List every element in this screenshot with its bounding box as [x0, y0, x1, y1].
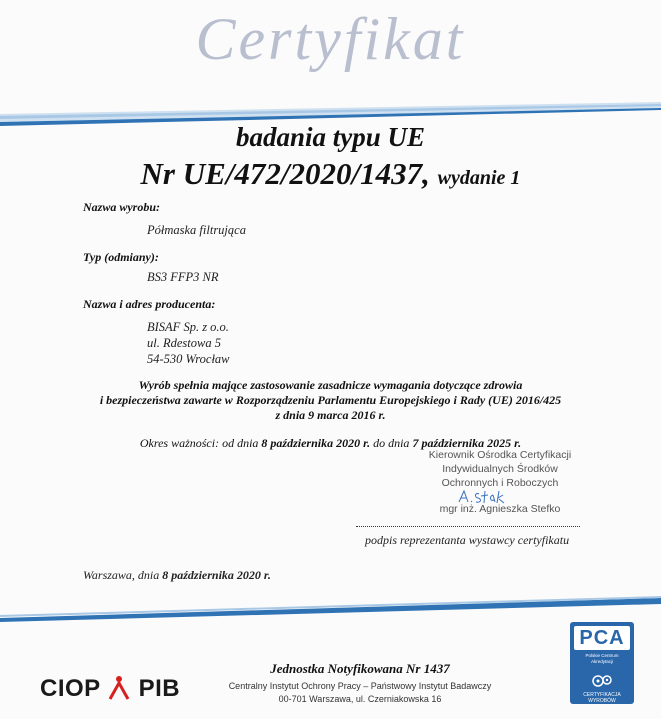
pca-line-2: Akredytacji: [590, 659, 613, 664]
product-name-label: Nazwa wyrobu:: [83, 200, 161, 214]
issue-date: 8 października 2020 r.: [162, 568, 271, 582]
ciop-person-mark: [108, 675, 130, 701]
pca-line-3: CERTYFIKACJA: [583, 692, 621, 698]
institute-address: 00-701 Warszawa, ul. Czerniakowska 16: [278, 694, 442, 704]
certificate-subtitle: badania typu UE: [235, 122, 426, 152]
certificate-title: Certyfikat: [195, 6, 466, 72]
ciop-logo-left: CIOP: [40, 675, 101, 702]
validity-prefix: Okres ważności: od dnia: [139, 436, 259, 450]
institute-name: Centralny Instytut Ochrony Pracy – Państwowy Instytut Badawczy: [228, 681, 492, 691]
stamp-signer: mgr inż. Agnieszka Stefko: [439, 503, 561, 515]
statement-line-2: i bezpieczeństwa zawarte w Rozporządzeniu Parlamentu Europejskiego i Rady (UE) 2016/425: [99, 393, 562, 407]
pca-line-1: Polskie Centrum: [585, 653, 619, 658]
ciop-pib-logo: [40, 675, 180, 703]
validity-from-date: 8 października 2020 r.: [261, 436, 371, 450]
producer-label: Nazwa i adres producenta:: [83, 297, 216, 311]
certificate-edition: wydanie 1: [437, 167, 521, 189]
stamp-line-3: Ochronnych i Roboczych: [441, 477, 559, 489]
certificate-number: [0, 154, 661, 198]
product-type-value: BS3 FFP3 NR: [147, 270, 219, 284]
certificate-number-text: Nr UE/472/2020/1437,: [140, 156, 430, 191]
signature-caption: podpis reprezentanta wystawcy certyfikatu: [365, 533, 570, 547]
producer-line-1: BISAF Sp. z o.o.: [147, 320, 229, 334]
validity-to-date: 7 października 2025 r.: [412, 436, 522, 450]
pca-line-4: WYROBÓW: [588, 698, 616, 704]
pca-letters: PCA: [579, 627, 625, 649]
statement-line-3: z dnia 9 marca 2016 r.: [275, 408, 386, 422]
pca-accreditation-badge: [570, 622, 634, 704]
validity-middle: do dnia: [373, 436, 410, 450]
bottom-decorative-band: [0, 596, 661, 622]
issue-date-line: [83, 568, 271, 583]
producer-line-2: ul. Rdestowa 5: [147, 336, 221, 350]
stamp-line-2: Indywidualnych Środków: [442, 463, 558, 475]
stamp-line-1: Kierownik Ośrodka Certyfikacji: [428, 449, 572, 461]
signature-dotted-line: [356, 520, 580, 527]
producer-line-3: 54-530 Wrocław: [147, 352, 230, 366]
ciop-logo-right: PIB: [138, 675, 181, 702]
gears-icon: [590, 672, 614, 690]
statement-line-1: Wyrób spełnia mające zastosowanie zasadnicze wymagania dotyczące zdrowia: [138, 378, 523, 392]
issue-prefix: Warszawa, dnia: [83, 568, 160, 582]
product-type-label: Typ (odmiany):: [83, 250, 159, 264]
product-name-value: Półmaska filtrująca: [147, 223, 246, 237]
notified-body: Jednostka Notyfikowana Nr 1437: [270, 661, 450, 676]
